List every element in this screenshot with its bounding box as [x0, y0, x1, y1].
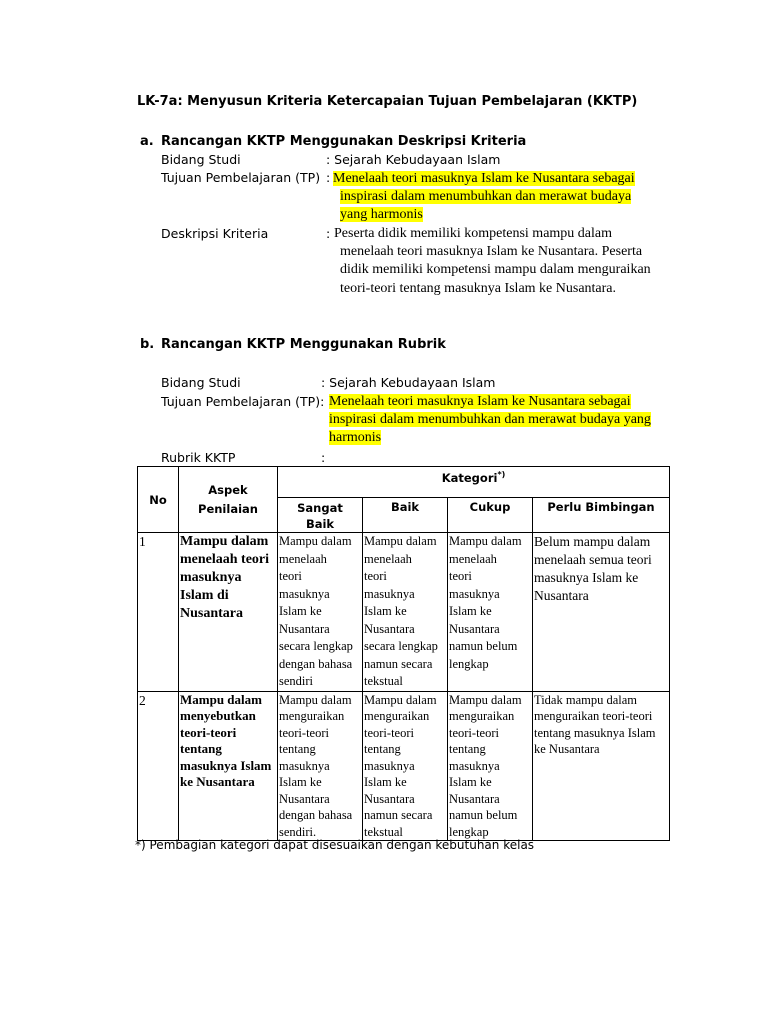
row-2-sangat-baik: Mampu dalam menguraikan teori-teori tentang masuknya Islam ke Nusantara dengan bahasa sendiri.	[278, 691, 363, 841]
header-kategori: Kategori*)	[278, 467, 670, 498]
table-row	[138, 533, 670, 692]
row-1-cukup: Mampu dalam menelaah teori masuknya Islam ke Nusantara namun belum lengkap	[448, 533, 533, 692]
header-aspek: Aspek Penilaian	[179, 467, 278, 533]
section-a-desk-line-2: menelaah teori masuknya Islam ke Nusantara. Peserta	[340, 244, 643, 259]
section-b-heading: Rancangan KKTP Menggunakan Rubrik	[161, 337, 446, 352]
section-a-desk-line-1: Peserta didik memiliki kompetensi mampu dalam	[334, 226, 613, 241]
row-2-aspek: Mampu dalam menyebutkan teori-teori tentang masuknya Islam ke Nusantara	[179, 691, 278, 841]
section-b-tp-label: Tujuan Pembelajaran (TP):	[161, 394, 325, 409]
header-cukup: Cukup	[448, 498, 533, 533]
section-b-rubrik-sep: :	[321, 450, 326, 465]
document-title: LK-7a: Menyusun Kriteria Ketercapaian Tujuan Pembelajaran (KKTP)	[137, 94, 638, 109]
row-2-no: 2	[138, 691, 179, 841]
section-a-tp-label: Tujuan Pembelajaran (TP)	[161, 170, 321, 185]
header-perlu-bimbingan: Perlu Bimbingan	[533, 498, 670, 533]
section-b-marker: b.	[140, 337, 155, 352]
section-a-desk-sep: :	[326, 226, 331, 241]
row-1-aspek: Mampu dalam menelaah teori masuknya Islam di Nusantara	[179, 533, 278, 692]
section-a-bidang-value: : Sejarah Kebudayaan Islam	[326, 152, 501, 167]
header-no: No	[138, 467, 179, 533]
section-a-tp-line-3: yang harmonis	[340, 207, 423, 222]
section-a-heading: Rancangan KKTP Menggunakan Deskripsi Kriteria	[161, 134, 527, 149]
footnote: *) Pembagian kategori dapat disesuaikan dengan kebutuhan kelas	[135, 838, 535, 852]
row-1-baik: Mampu dalam menelaah teori masuknya Islam ke Nusantara secara lengkap namun secara tekstual	[363, 533, 448, 692]
table-header-row-1	[138, 467, 670, 498]
section-a-desk-line-4: teori-teori tentang masuknya Islam ke Nusantara.	[340, 281, 617, 296]
row-2-cukup: Mampu dalam menguraikan teori-teori tentang masuknya Islam ke Nusantara namun belum lengkap	[448, 691, 533, 841]
header-baik: Baik	[363, 498, 448, 533]
row-2-baik: Mampu dalam menguraikan teori-teori tentang masuknya Islam ke Nusantara namun secara tekstual	[363, 691, 448, 841]
section-b-tp-line-3: harmonis	[329, 430, 382, 445]
table-row	[138, 691, 670, 841]
section-a-desk-line-3: didik memiliki kompetensi mampu dalam menguraikan	[340, 262, 651, 277]
header-sangat-baik: Sangat Baik	[278, 498, 363, 533]
section-a-tp-line-1: Menelaah teori masuknya Islam ke Nusantara sebagai	[333, 171, 635, 186]
section-b-tp-line-2: inspirasi dalam menumbuhkan dan merawat budaya yang	[329, 412, 651, 427]
section-b-rubrik-label: Rubrik KKTP	[161, 450, 236, 465]
section-a-bidang-label: Bidang Studi	[161, 152, 241, 167]
section-a-tp-line-2: inspirasi dalam menumbuhkan dan merawat budaya	[340, 189, 632, 204]
section-b-bidang-value: : Sejarah Kebudayaan Islam	[321, 375, 496, 390]
row-2-perlu-bimbingan: Tidak mampu dalam menguraikan teori-teori tentang masuknya Islam ke Nusantara	[533, 691, 670, 841]
section-a-tp-sep: :	[326, 170, 331, 185]
section-b-tp-line-1: Menelaah teori masuknya Islam ke Nusantara sebagai	[329, 394, 631, 409]
row-1-no: 1	[138, 533, 179, 692]
section-a-marker: a.	[140, 134, 154, 149]
row-1-sangat-baik: Mampu dalam menelaah teori masuknya Islam ke Nusantara secara lengkap dengan bahasa sendiri	[278, 533, 363, 692]
section-b-bidang-label: Bidang Studi	[161, 375, 241, 390]
section-a-desk-label: Deskripsi Kriteria	[161, 226, 269, 241]
row-1-perlu-bimbingan: Belum mampu dalam menelaah semua teori masuknya Islam ke Nusantara	[533, 533, 670, 692]
rubric-table	[137, 466, 670, 841]
